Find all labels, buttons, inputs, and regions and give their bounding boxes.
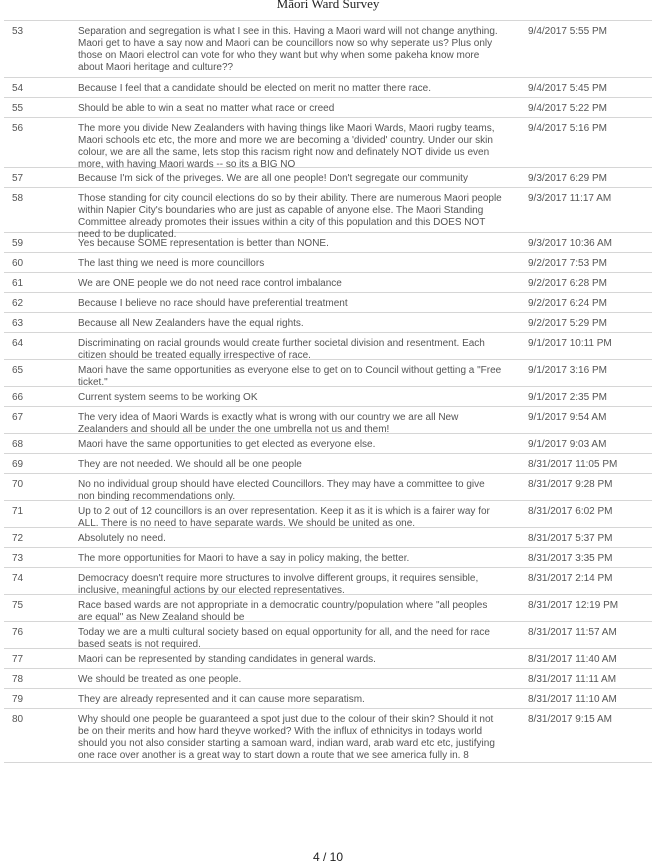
table-row xyxy=(4,168,652,188)
response-date: 9/3/2017 6:29 PM xyxy=(528,173,607,184)
response-date: 8/31/2017 11:40 AM xyxy=(528,654,617,665)
response-number: 61 xyxy=(12,278,24,289)
response-text: Maori can be represented by standing candidates in general wards. xyxy=(78,654,376,665)
response-date: 8/31/2017 11:10 AM xyxy=(528,694,617,705)
table-row xyxy=(4,98,652,118)
response-date: 9/2/2017 6:24 PM xyxy=(528,298,607,309)
response-number: 54 xyxy=(12,83,24,94)
table-row xyxy=(4,622,652,649)
table-row xyxy=(4,78,652,98)
response-text: No no individual group should have elected Councillors. They may have a committee to give non binding recommendations only. xyxy=(78,479,485,502)
response-number: 62 xyxy=(12,298,24,309)
response-number: 63 xyxy=(12,318,24,329)
response-date: 9/1/2017 9:03 AM xyxy=(528,439,607,450)
response-text: Maori have the same opportunities to get elected as everyone else. xyxy=(78,439,376,450)
response-date: 8/31/2017 9:28 PM xyxy=(528,479,613,490)
table-row xyxy=(4,360,652,387)
response-text: Why should one people be guaranteed a spot just due to the colour of their skin? Should it not be on their merits and how hard theyve worked? With the influx of ethnicitys in todays world should you not also consider starting a samoan ward, indian ward, arab ward etc etc, justifying one race over another is a great way to start down a route that we see america fully in. 8 xyxy=(78,714,495,761)
table-row xyxy=(4,689,652,709)
response-text: We should be treated as one people. xyxy=(78,674,242,685)
response-text: Absolutely no need. xyxy=(78,533,166,544)
response-number: 65 xyxy=(12,365,24,376)
response-text: Race based wards are not appropriate in a democratic country/population where "all peoples are equal" as New Zealand should be xyxy=(78,600,488,623)
response-number: 53 xyxy=(12,26,24,37)
table-row xyxy=(4,387,652,407)
table-row xyxy=(4,253,652,273)
response-text: We are ONE people we do not need race control imbalance xyxy=(78,278,342,289)
response-number: 79 xyxy=(12,694,24,705)
response-text: They are already represented and it can cause more separatism. xyxy=(78,694,365,705)
response-number: 58 xyxy=(12,193,24,204)
response-date: 9/1/2017 3:16 PM xyxy=(528,365,607,376)
response-date: 8/31/2017 9:15 AM xyxy=(528,714,612,725)
page-number: 4 / 10 xyxy=(312,850,344,864)
response-number: 64 xyxy=(12,338,24,349)
response-date: 9/1/2017 2:35 PM xyxy=(528,392,607,403)
response-number: 55 xyxy=(12,103,24,114)
response-text: Today we are a multi cultural society based on equal opportunity for all, and the need for race based seats is not required. xyxy=(78,627,490,650)
response-text: Because I feel that a candidate should be elected on merit no matter there race. xyxy=(78,83,431,94)
table-row xyxy=(4,188,652,240)
response-number: 73 xyxy=(12,553,24,564)
response-number: 69 xyxy=(12,459,24,470)
response-date: 9/2/2017 5:29 PM xyxy=(528,318,607,329)
response-date: 8/31/2017 3:35 PM xyxy=(528,553,613,564)
table-row xyxy=(4,118,652,168)
response-date: 9/1/2017 10:11 PM xyxy=(528,338,612,349)
response-text: Up to 2 out of 12 councillors is an over representation. Keep it as it is which is a fairer way for ALL. There is no need to have separate wards. We should be united as one. xyxy=(78,506,490,529)
table-row xyxy=(4,568,652,595)
response-date: 9/4/2017 5:16 PM xyxy=(528,123,607,134)
response-text: Because all New Zealanders have the equal rights. xyxy=(78,318,304,329)
response-date: 8/31/2017 5:37 PM xyxy=(528,533,613,544)
table-row xyxy=(4,548,652,568)
response-date: 8/31/2017 12:19 PM xyxy=(528,600,619,611)
response-text: The very idea of Maori Wards is exactly what is wrong with our country we are all New Zealanders and should all be under the one umbrella not us and them! xyxy=(78,412,459,435)
response-number: 57 xyxy=(12,173,24,184)
response-number: 80 xyxy=(12,714,24,725)
table-row xyxy=(4,474,652,501)
response-number: 66 xyxy=(12,392,24,403)
response-text: Maori have the same opportunities as everyone else to get on to Council without getting a "Free ticket." xyxy=(78,365,502,388)
response-date: 8/31/2017 2:14 PM xyxy=(528,573,613,584)
page-title: Māori Ward Survey xyxy=(276,0,380,11)
table-row xyxy=(4,709,652,763)
response-number: 68 xyxy=(12,439,24,450)
table-row xyxy=(4,273,652,293)
table-row xyxy=(4,333,652,360)
response-text: Those standing for city council elections do so by their ability. There are numerous Maori people within Napier City's boundaries who are just as capable of anyone else. The Maori Standing Committee already promotes their issues within a city of this population and this DOES NOT need to be duplicated. xyxy=(78,193,502,240)
response-text: Current system seems to be working OK xyxy=(78,392,258,403)
response-date: 8/31/2017 11:05 PM xyxy=(528,459,618,470)
response-number: 71 xyxy=(12,506,24,517)
response-date: 9/2/2017 7:53 PM xyxy=(528,258,607,269)
table-row xyxy=(4,313,652,333)
response-text: Should be able to win a seat no matter what race or creed xyxy=(78,103,335,114)
response-date: 8/31/2017 6:02 PM xyxy=(528,506,613,517)
response-number: 67 xyxy=(12,412,24,423)
response-number: 56 xyxy=(12,123,24,134)
response-text: Discriminating on racial grounds would create further societal division and resentment. Each citizen should be treated equally irrespective of race. xyxy=(78,338,485,361)
table-row xyxy=(4,407,652,434)
response-number: 76 xyxy=(12,627,24,638)
table-row xyxy=(4,649,652,669)
response-date: 9/4/2017 5:55 PM xyxy=(528,26,607,37)
table-row xyxy=(4,434,652,454)
response-date: 8/31/2017 11:57 AM xyxy=(528,627,617,638)
responses-table xyxy=(4,20,652,763)
table-row xyxy=(4,293,652,313)
table-row xyxy=(4,21,652,78)
response-text: The more you divide New Zealanders with having things like Maori Wards, Maori rugby teams, Maori schools etc etc, the more and more we are becoming a 'divided' country. Under our skin colour, we are all the same, lets stop this racism right now and definately NOT divide us even more, with having Maori wards -- so its a BIG NO xyxy=(78,123,495,170)
response-number: 70 xyxy=(12,479,24,490)
response-text: Because I'm sick of the priveges. We are all one people! Don't segregate our community xyxy=(78,173,468,184)
response-number: 74 xyxy=(12,573,24,584)
table-row xyxy=(4,528,652,548)
response-text: Separation and segregation is what I see in this. Having a Maori ward will not change anything. Maori get to have a say now and Maori can be councillors now so why seperate us? Plus only those on Maori electrol can vote for who they want but why when some pakeha know more about Maori heritage and culture?? xyxy=(78,26,498,73)
response-date: 8/31/2017 11:11 AM xyxy=(528,674,617,685)
table-row xyxy=(4,669,652,689)
response-number: 60 xyxy=(12,258,24,269)
table-row xyxy=(4,595,652,622)
response-text: Democracy doesn't require more structures to involve different groups, it requires sensible, inclusive, meaningful actions by our elected representatives. xyxy=(78,573,479,596)
table-row xyxy=(4,454,652,474)
response-date: 9/1/2017 9:54 AM xyxy=(528,412,607,423)
response-text: The last thing we need is more councillors xyxy=(78,258,265,269)
table-row xyxy=(4,501,652,528)
response-text: Because I believe no race should have preferential treatment xyxy=(78,298,348,309)
response-number: 78 xyxy=(12,674,24,685)
response-date: 9/2/2017 6:28 PM xyxy=(528,278,607,289)
response-text: They are not needed. We should all be one people xyxy=(78,459,302,470)
response-date: 9/4/2017 5:22 PM xyxy=(528,103,607,114)
response-number: 77 xyxy=(12,654,24,665)
response-number: 59 xyxy=(12,238,24,249)
response-number: 75 xyxy=(12,600,24,611)
response-date: 9/4/2017 5:45 PM xyxy=(528,83,607,94)
response-text: Yes because SOME representation is better than NONE. xyxy=(78,238,329,249)
response-text: The more opportunities for Maori to have a say in policy making, the better. xyxy=(78,553,410,564)
response-date: 9/3/2017 11:17 AM xyxy=(528,193,612,204)
response-date: 9/3/2017 10:36 AM xyxy=(528,238,612,249)
response-number: 72 xyxy=(12,533,24,544)
